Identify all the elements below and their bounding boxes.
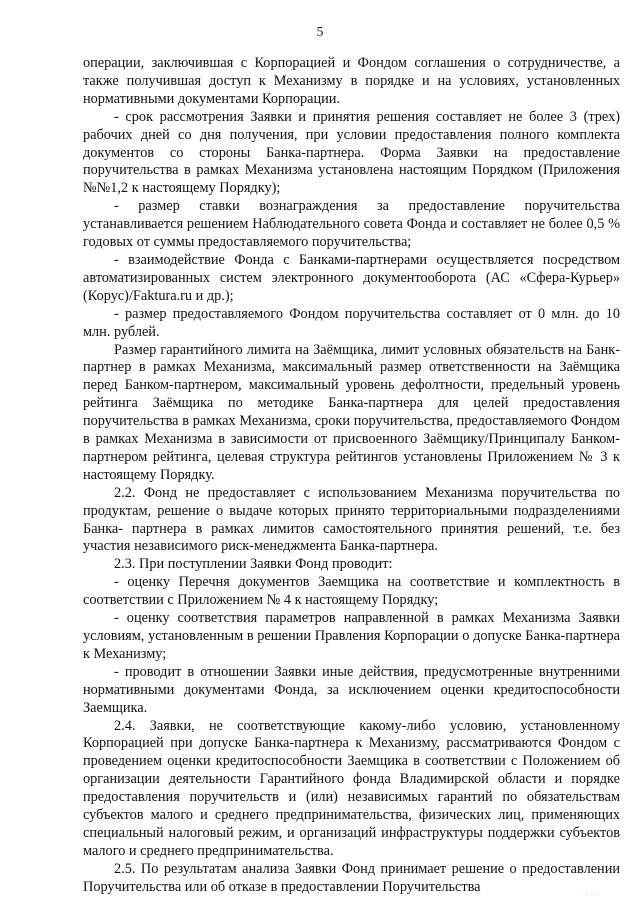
paragraph-2-2: 2.2. Фонд не предоставляет с использованием Механизма поручительства по продуктам, решение о выдаче которых принято территориальными подразделениями Банка- партнера в рамках лимитов самостоятельного принятия решений, т.е. без участия независимого риск-менеджмента Банка-партнера. [83,484,620,555]
paragraph-2-3-item-2: - оценку соответствия параметров направленной в рамках Механизма Заявки условиям, установленным в решении Правления Корпорации о допуске Банка-партнера к Механизму; [83,610,620,662]
paragraph-2-3: 2.3. При поступлении Заявки Фонд проводит: [114,556,393,573]
paragraph-2-3-item-3: - проводит в отношении Заявки иные действия, предусмотренные внутренними нормативными документами Фонда, за исключением оценки кредитоспособности Заемщика. [83,663,620,716]
paragraph-guarantee-size: - размер предоставляемого Фондом поручительства составляет от 0 млн. до 10 млн. рублей. [83,305,620,340]
paragraph-continuation: операции, заключившая с Корпорацией и Фондом соглашения о сотрудничестве, а также получившая доступ к Механизму в порядке и на условиях, установленных нормативными документами Корпорации. [83,55,620,107]
body-text [83,55,620,897]
paragraph-review-period: - срок рассмотрения Заявки и принятия решения составляет не более 3 (трех) рабочих дней со дня получения, при условии предоставления полного комплекта документов со стороны Банка-партнера. Форма Заявки на предоставление поручительства в рамках Механизма установлена настоящим Порядком (Приложения №№1,2 к настоящему Порядку); [83,108,620,197]
paragraph-2-5: 2.5. По результатам анализа Заявки Фонд принимает решение о предоставлении Поручительства или об отказе в предоставлении Поручительства [83,860,620,895]
page-number: 5 [316,24,324,39]
paragraph-guarantee-limit: Размер гарантийного лимита на Заёмщика, лимит условных обязательств на Банк-партнер в рамках Механизма, максимальный размер ответственности на Заёмщика перед Банком-партнером, максимальный уровень дефолтности, предельный уровень рейтинга Заёмщика по методике Банка-партнера для целей предоставления поручительства в рамках Механизма, сроки поручительства, предоставляемого Фондом в рамках Механизма в зависимости от присвоенного Заёмщику/Принципалу Банком-партнером рейтинга, целевая структура рейтингов установлены Приложением № 3 к настоящему Порядку. [83,341,620,483]
paragraph-fee-rate: - размер ставки вознаграждения за предоставление поручительства устанавливается решением Наблюдательного совета Фонда и составляет не более 0,5 % годовых от суммы предоставляемого поручительства; [83,198,620,251]
paragraph-2-4: 2.4. Заявки, не соответствующие какому-либо условию, установленному Корпорацией при допуске Банка-партнера к Механизму, рассматриваются Фондом с проведением оценки кредитоспособности Заемщика в соответствии с Положением об организации деятельности Гарантийного фонда Владимирской области и порядке предоставления поручительств и (или) независимых гарантий по обязательствам субъектов малого и среднего предпринимательства, физических лиц, применяющих специальный налоговый режим, и организаций инфраструктуры поддержки субъектов малого и среднего предпринимательства. [83,717,620,859]
paragraph-edo-interaction: - взаимодействие Фонда с Банками-партнерами осуществляется посредством автоматизированных систем электронного документооборота (АС «Сфера-Курьер» (Корус)/Faktura.ru и др.); [83,251,620,304]
scan-mark: · · · · [578,891,600,899]
paragraph-2-3-item-1: - оценку Перечня документов Заемщика на соответствие и комплектность в соответствии с Приложением № 4 к настоящему Порядку; [83,574,620,609]
